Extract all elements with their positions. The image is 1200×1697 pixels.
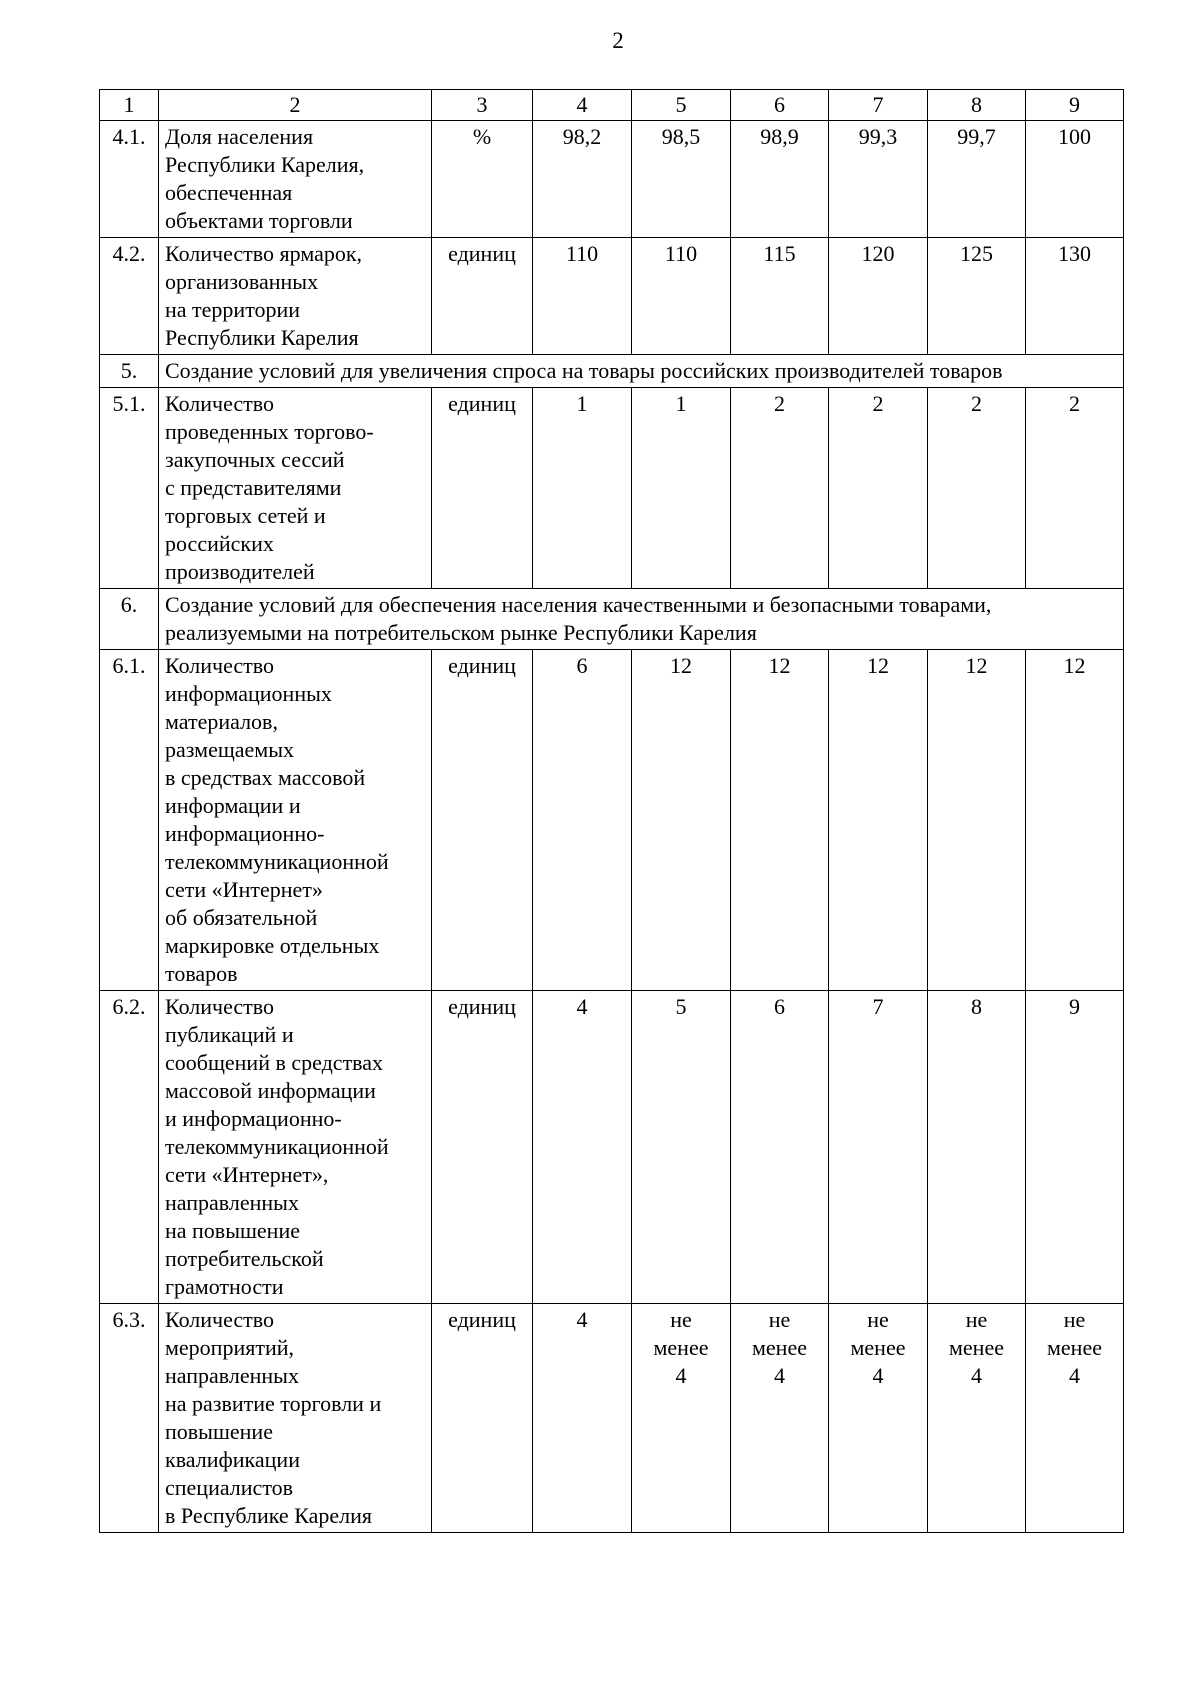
value-line: 9 (1069, 994, 1080, 1019)
value-cell (829, 121, 928, 238)
value-cell (632, 121, 731, 238)
value-cell (632, 650, 731, 991)
value-line: 98,2 (562, 124, 602, 149)
value-line: 115 (763, 241, 796, 266)
value-cell (1026, 650, 1124, 991)
value-line: 4 (971, 1363, 982, 1388)
indicator-name-line: мероприятий, (165, 1335, 295, 1360)
indicator-name-line: Доля населения (165, 124, 314, 149)
indicator-name-line: товаров (165, 961, 238, 986)
indicator-name-line: российских (165, 531, 274, 556)
value-line: 4 (1069, 1363, 1080, 1388)
value-cell (829, 388, 928, 589)
indicator-name-line: на территории (165, 297, 301, 322)
value-line: 4 (576, 994, 588, 1019)
value-line: 2 (971, 391, 982, 416)
value-cell (1026, 1304, 1124, 1533)
value-line: 12 (768, 653, 791, 678)
value-cell (928, 238, 1026, 355)
column-number: 8 (928, 90, 1026, 121)
value-line: менее (653, 1335, 709, 1360)
value-cell (829, 991, 928, 1304)
section-row (100, 355, 1124, 388)
value-cell (829, 1304, 928, 1533)
value-line: 12 (965, 653, 988, 678)
indicator-name-line: информационных (165, 681, 332, 706)
value-cell (731, 650, 829, 991)
indicator-name-line: Количество (165, 1307, 275, 1332)
section-number: 6. (100, 589, 159, 650)
value-line: 4 (774, 1363, 785, 1388)
value-line: 130 (1058, 241, 1091, 266)
section-number: 5. (100, 355, 159, 388)
row-number: 6.1. (100, 650, 159, 991)
value-line: 2 (872, 391, 884, 416)
table-row (100, 650, 1124, 991)
indicator-name-line: торговых сетей и (165, 503, 326, 528)
row-number: 6.3. (100, 1304, 159, 1533)
value-cell (1026, 238, 1124, 355)
value-line: менее (850, 1335, 906, 1360)
column-number: 2 (159, 90, 432, 121)
indicator-name-line: в Республике Карелия (165, 1503, 372, 1528)
indicator-name-line: маркировке отдельных (165, 933, 380, 958)
value-line: 2 (774, 391, 785, 416)
value-cell (829, 238, 928, 355)
table-body (100, 90, 1124, 1533)
indicator-name (159, 121, 432, 238)
indicator-name-line: телекоммуникационной (165, 1134, 389, 1159)
value-line: 1 (576, 391, 588, 416)
column-number: 7 (829, 90, 928, 121)
indicator-name-line: Количество (165, 653, 275, 678)
row-number: 4.2. (100, 238, 159, 355)
value-line: 12 (1063, 653, 1086, 678)
table-row (100, 991, 1124, 1304)
indicator-name-line: закупочных сессий (165, 447, 345, 472)
indicator-name-line: публикаций и (165, 1022, 294, 1047)
indicator-name (159, 991, 432, 1304)
value-cell (928, 991, 1026, 1304)
indicator-name-line: размещаемых (165, 737, 295, 762)
value-cell (632, 388, 731, 589)
indicator-name-line: информации и (165, 793, 301, 818)
column-number: 9 (1026, 90, 1124, 121)
row-number: 5.1. (100, 388, 159, 589)
value-line: не (768, 1307, 791, 1332)
indicators-table (99, 89, 1124, 1533)
value-cell (533, 991, 632, 1304)
value-cell (731, 388, 829, 589)
value-line: не (670, 1307, 692, 1332)
value-cell (928, 121, 1026, 238)
indicator-name-line: на развитие торговли и (165, 1391, 382, 1416)
value-line: 120 (861, 241, 895, 266)
indicator-name-line: специалистов (165, 1475, 294, 1500)
section-row (100, 589, 1124, 650)
indicator-name-line: направленных (165, 1363, 299, 1388)
value-line: 6 (774, 994, 785, 1019)
indicator-name-line: Республики Карелия, (165, 152, 365, 177)
value-cell (928, 1304, 1026, 1533)
section-title (159, 355, 1124, 388)
row-number: 4.1. (100, 121, 159, 238)
indicator-name-line: массовой информации (165, 1078, 376, 1103)
indicator-name (159, 1304, 432, 1533)
indicator-name-line: потребительской (165, 1246, 324, 1271)
row-number: 6.2. (100, 991, 159, 1304)
indicator-name-line: квалификации (165, 1447, 300, 1472)
page-number: 2 (612, 28, 624, 53)
indicator-name (159, 388, 432, 589)
value-line: 4 (576, 1307, 588, 1332)
section-title-line: реализуемыми на потребительском рынке Республики Карелия (165, 620, 757, 645)
value-cell (1026, 991, 1124, 1304)
indicator-name-line: и информационно- (165, 1106, 342, 1131)
indicator-name-line: организованных (165, 269, 319, 294)
indicator-name-line: обеспеченная (165, 180, 293, 205)
value-line: 7 (872, 994, 884, 1019)
unit-cell: единиц (432, 991, 533, 1304)
indicator-name-line: проведенных торгово- (165, 419, 374, 444)
column-number: 4 (533, 90, 632, 121)
indicator-name-line: сети «Интернет» (165, 877, 323, 902)
table-row (100, 121, 1124, 238)
indicator-name-line: на повышение (165, 1218, 300, 1243)
value-line: 99,7 (957, 124, 996, 149)
value-cell (533, 121, 632, 238)
indicator-name-line: направленных (165, 1190, 299, 1215)
indicator-name (159, 238, 432, 355)
unit-cell: единиц (432, 650, 533, 991)
unit-cell: единиц (432, 1304, 533, 1533)
value-line: 99,3 (858, 124, 898, 149)
column-number: 1 (100, 90, 159, 121)
value-line: 12 (867, 653, 889, 678)
unit-cell: единиц (432, 238, 533, 355)
indicator-name-line: сети «Интернет», (165, 1162, 329, 1187)
value-line: менее (752, 1335, 807, 1360)
value-line: 125 (960, 241, 993, 266)
value-cell (533, 238, 632, 355)
value-cell (829, 650, 928, 991)
value-cell (533, 650, 632, 991)
value-line: 12 (670, 653, 692, 678)
value-line: не (867, 1307, 889, 1332)
value-cell (1026, 121, 1124, 238)
indicator-name-line: Количество ярмарок, (165, 241, 363, 266)
indicator-name-line: с представителями (165, 475, 342, 500)
indicator-name-line: повышение (165, 1419, 273, 1444)
section-title-line: Создание условий для обеспечения населения качественными и безопасными товарами, (165, 592, 992, 617)
value-line: не (965, 1307, 988, 1332)
column-number-row (100, 90, 1124, 121)
value-cell (632, 991, 731, 1304)
column-number: 6 (731, 90, 829, 121)
indicator-name-line: материалов, (165, 709, 278, 734)
column-number: 3 (432, 90, 533, 121)
value-cell (928, 650, 1026, 991)
value-cell (731, 991, 829, 1304)
value-cell (632, 1304, 731, 1533)
value-line: 4 (675, 1363, 687, 1388)
indicator-name-line: Количество (165, 994, 275, 1019)
value-line: 5 (675, 994, 687, 1019)
value-cell (731, 121, 829, 238)
value-cell (632, 238, 731, 355)
value-cell (1026, 388, 1124, 589)
value-cell (533, 388, 632, 589)
value-line: менее (1047, 1335, 1102, 1360)
value-line: не (1063, 1307, 1086, 1332)
indicator-name-line: Республики Карелия (165, 325, 359, 350)
value-cell (731, 238, 829, 355)
unit-cell: % (432, 121, 533, 238)
indicator-name-line: производителей (165, 559, 315, 584)
indicator-name (159, 650, 432, 991)
unit-cell: единиц (432, 388, 533, 589)
value-line: 98,5 (661, 124, 701, 149)
indicator-name-line: сообщений в средствах (165, 1050, 384, 1075)
indicator-name-line: Количество (165, 391, 275, 416)
value-line: 98,9 (760, 124, 799, 149)
table-row (100, 238, 1124, 355)
value-line: 6 (576, 653, 588, 678)
column-number: 5 (632, 90, 731, 121)
table-row (100, 1304, 1124, 1533)
indicator-name-line: грамотности (165, 1274, 284, 1299)
value-line: 110 (664, 241, 698, 266)
indicator-name-line: информационно- (165, 821, 325, 846)
table-row (100, 388, 1124, 589)
value-line: 4 (872, 1363, 884, 1388)
value-cell (731, 1304, 829, 1533)
value-cell (533, 1304, 632, 1533)
value-line: 1 (675, 391, 687, 416)
indicator-name-line: объектами торговли (165, 208, 353, 233)
value-line: 110 (565, 241, 599, 266)
value-line: 2 (1069, 391, 1080, 416)
value-cell (928, 388, 1026, 589)
section-title-line: Создание условий для увеличения спроса на товары российских производителей товаров (165, 358, 1003, 383)
indicator-name-line: телекоммуникационной (165, 849, 389, 874)
indicator-name-line: об обязательной (165, 905, 318, 930)
value-line: 100 (1058, 124, 1091, 149)
value-line: 8 (971, 994, 982, 1019)
indicator-name-line: в средствах массовой (165, 765, 366, 790)
section-title (159, 589, 1124, 650)
value-line: менее (949, 1335, 1004, 1360)
